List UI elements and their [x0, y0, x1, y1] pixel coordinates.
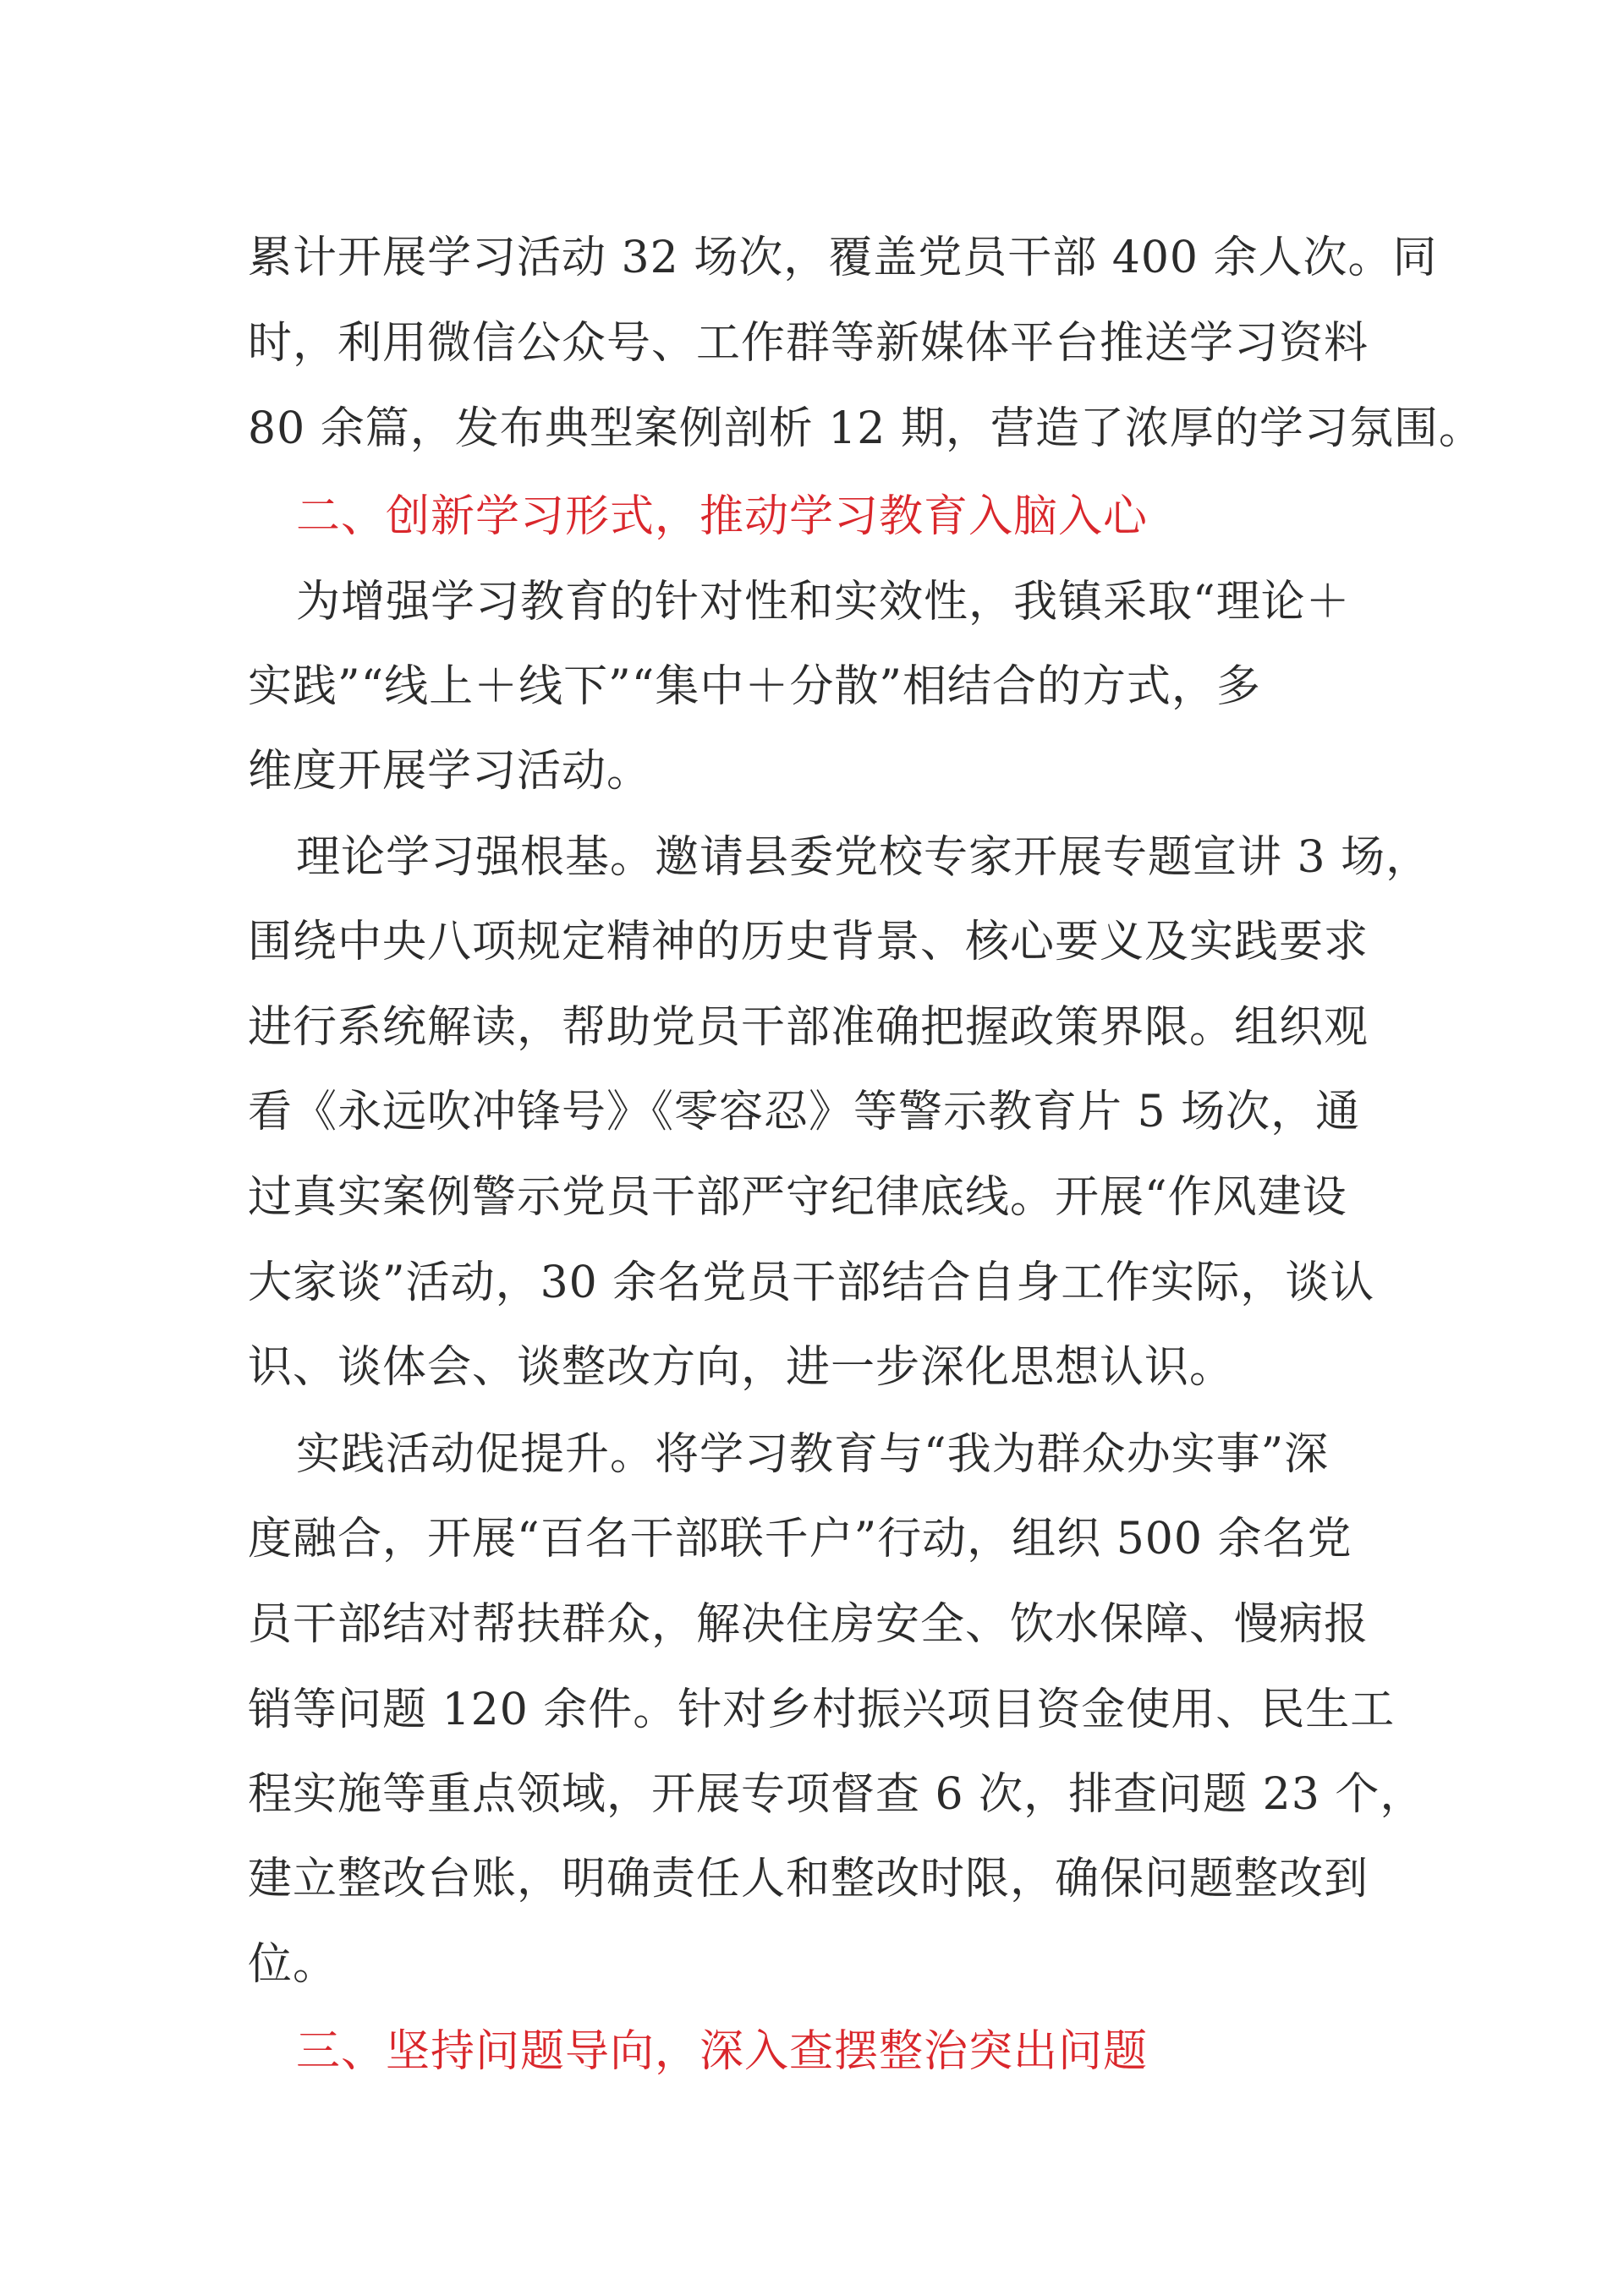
paragraph-4-line-6: 建立整改台账，明确责任人和整改时限，确保问题整改到: [248, 1854, 1369, 1904]
paragraph-1-line-3: 80 余篇，发布典型案例剖析 12 期，营造了浓厚的学习氛围。: [248, 403, 1484, 454]
paragraph-4-line-7: 位。: [248, 1939, 338, 1990]
paragraph-3-line-6: 大家谈”活动，30 余名党员干部结合自身工作实际，谈认: [248, 1258, 1375, 1308]
paragraph-4-line-4: 销等问题 120 余件。针对乡村振兴项目资金使用、民生工: [248, 1685, 1396, 1735]
paragraph-3-line-7: 识、谈体会、谈整改方向，进一步深化思想认识。: [248, 1342, 1235, 1393]
paragraph-2-line-3: 维度开展学习活动。: [248, 746, 652, 797]
paragraph-3-line-5: 过真实案例警示党员干部严守纪律底线。开展“作风建设: [248, 1172, 1347, 1223]
paragraph-1-line-1: 累计开展学习活动 32 场次，覆盖党员干部 400 余人次。同: [248, 233, 1438, 283]
paragraph-2-line-1: 为增强学习教育的针对性和实效性，我镇采取“理论＋: [296, 577, 1351, 627]
paragraph-3-line-2: 围绕中央八项规定精神的历史背景、核心要义及实践要求: [248, 917, 1369, 967]
paragraph-3-line-1: 理论学习强根基。邀请县委党校专家开展专题宣讲 3 场，: [296, 832, 1431, 883]
paragraph-4-line-1: 实践活动促提升。将学习教育与“我为群众办实事”深: [296, 1429, 1330, 1480]
section-heading-3: 三、坚持问题导向，深入查摆整治突出问题: [296, 2026, 1149, 2077]
paragraph-2-line-2: 实践”“线上＋线下”“集中＋分散”相结合的方式，多: [248, 661, 1261, 712]
paragraph-3-line-3: 进行系统解读，帮助党员干部准确把握政策界限。组织观: [248, 1002, 1369, 1053]
paragraph-4-line-2: 度融合，开展“百名干部联千户”行动，组织 500 余名党: [248, 1514, 1352, 1564]
paragraph-4-line-3: 员干部结对帮扶群众，解决住房安全、饮水保障、慢病报: [248, 1599, 1369, 1650]
paragraph-3-line-4: 看《永远吹冲锋号》《零容忍》等警示教育片 5 场次，通: [248, 1087, 1361, 1137]
paragraph-1-line-2: 时，利用微信公众号、工作群等新媒体平台推送学习资料: [248, 318, 1369, 369]
paragraph-4-line-5: 程实施等重点领域，开展专项督查 6 次，排查问题 23 个，: [248, 1769, 1425, 1820]
section-heading-2: 二、创新学习形式，推动学习教育入脑入心: [296, 491, 1149, 542]
